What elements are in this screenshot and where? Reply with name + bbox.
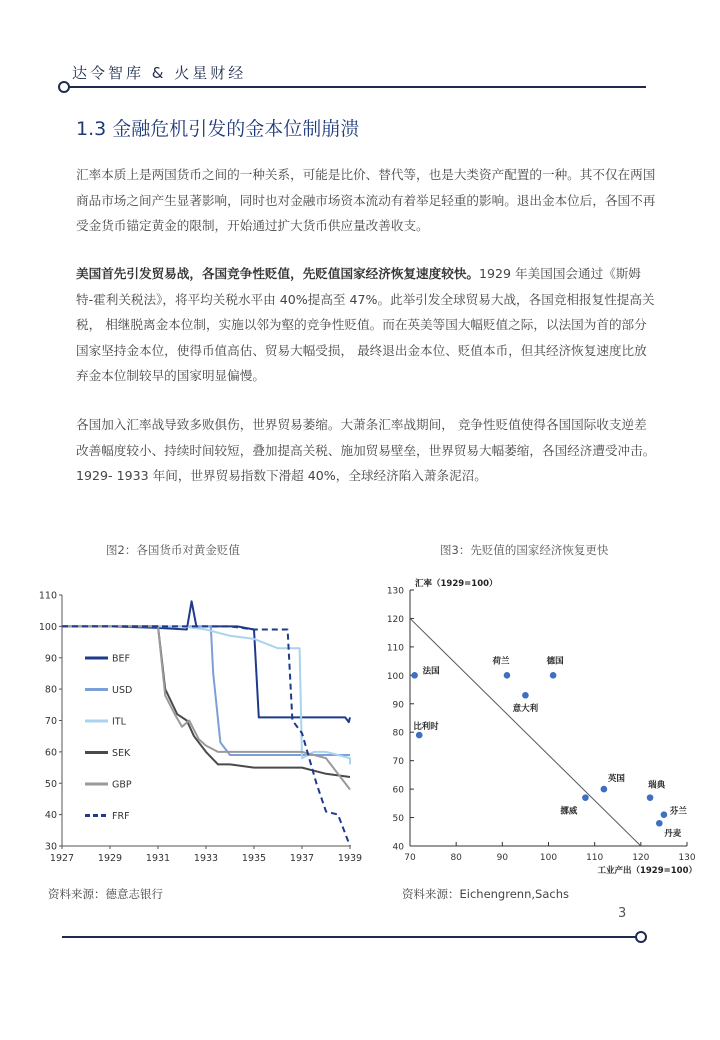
paragraph-2-lead: 美国首先引发贸易战，各国竞争性贬值，先贬值国家经济恢复速度较快。 <box>76 266 479 281</box>
chart-1-x-tick-label: 1939 <box>337 853 363 864</box>
chart-2-point <box>416 732 423 739</box>
chart-2-y-tick-label: 120 <box>386 614 404 625</box>
chart-2-point-label: 荷兰 <box>492 656 510 667</box>
chart-2-point-label: 芬兰 <box>669 806 687 817</box>
chart-2-x-title: 工业产出（1929=100） <box>597 866 697 876</box>
page-number: 3 <box>618 906 627 921</box>
figure-2-chart <box>28 585 368 875</box>
chart-2-point <box>550 672 557 679</box>
figure-3-caption: 图3：先贬值的国家经济恢复更快 <box>440 543 609 557</box>
paragraph-1 <box>76 162 658 239</box>
figure-2-caption: 图2：各国货币对黄金贬值 <box>106 543 240 557</box>
chart-2-x-tick-label: 80 <box>450 853 462 863</box>
chart-2-y-tick-label: 90 <box>392 700 404 711</box>
chart-1-series <box>62 601 350 846</box>
figure-3-source: 资料来源：Eichengrenn,Sachs <box>402 887 569 901</box>
chart-2-y-title: 汇率（1929=100） <box>415 579 498 589</box>
chart-2-point <box>647 794 654 801</box>
chart-2-x-tick-label: 100 <box>539 853 558 863</box>
chart-2-x-tick-label: 110 <box>586 853 604 863</box>
footer-rule <box>62 936 636 938</box>
chart-1-x-tick-label: 1935 <box>241 853 267 864</box>
chart-2-y-tick-label: 40 <box>392 842 404 853</box>
chart-2-point-label: 瑞典 <box>648 780 666 791</box>
paragraph-2 <box>76 261 658 389</box>
chart-1-y-tick-label: 60 <box>44 747 57 759</box>
chart-2-point <box>661 811 668 818</box>
chart-2-point-label: 挪威 <box>560 806 578 817</box>
chart-2-point-label: 法国 <box>422 666 440 677</box>
header-rule <box>69 86 646 88</box>
chart-1-series-gbp <box>62 626 350 789</box>
chart-1-x-tick-label: 1931 <box>145 853 171 864</box>
chart-2-trend <box>410 618 641 846</box>
chart-2-point <box>656 820 663 827</box>
chart-2-y-tick-label: 70 <box>392 757 404 768</box>
chart-1-y-tick-label: 30 <box>44 841 57 853</box>
chart-2-y-tick-label: 110 <box>386 643 404 654</box>
chart-2-x-tick-label: 120 <box>632 853 650 863</box>
chart-1-legend-label: FRF <box>112 811 130 822</box>
chart-1-y-tick-label: 80 <box>44 684 57 696</box>
chart-2-y-tick-label: 60 <box>392 785 404 796</box>
paragraph-3 <box>76 412 658 489</box>
chart-1-x-tick-label: 1927 <box>49 853 75 864</box>
chart-1-y-tick-label: 40 <box>44 810 57 822</box>
chart-2-point-label: 英国 <box>607 774 625 785</box>
chart-2-y-tick-label: 50 <box>392 814 404 825</box>
chart-2-x-tick-label: 70 <box>404 853 416 863</box>
chart-1-legend-label: SEK <box>112 748 131 759</box>
chart-2-x-tick-label: 130 <box>678 853 696 863</box>
brand-header: 达令智库 & 火星财经 <box>72 64 247 82</box>
chart-2-point-label: 丹麦 <box>664 829 682 840</box>
chart-1-y-tick-label: 70 <box>44 716 57 727</box>
chart-2-point <box>522 692 529 699</box>
chart-2-point-label: 比利时 <box>413 722 439 733</box>
chart-2-point <box>582 794 589 801</box>
chart-1-y-tick-label: 110 <box>38 590 57 602</box>
chart-1-legend-label: BEF <box>112 653 130 665</box>
paragraph-1-text: 汇率本质上是两国货币之间的一种关系，可能是比价、替代等，也是大类资产配置的一种。其不仅在两国商品市场之间产生显著影响，同时也对金融市场资本流动有着举足轻重的影响。退出金本位后，各国不再受金货币锚定黄金的限制，开始通过扩大货币供应量改善收支。 <box>76 167 656 233</box>
figure-2-source: 资料来源：德意志银行 <box>48 887 163 901</box>
chart-2-x-tick-label: 90 <box>496 853 509 863</box>
paragraph-3-text: 各国加入汇率战导致多败俱伤，世界贸易萎缩。大萧条汇率战期间， 竞争性贬值使得各国国际收支逆差改善幅度较小、持续时间较短，叠加提高关税、施加贸易壁垒，世界贸易大幅萎缩，各国经济遭受冲击。1929- 1933 年间，世界贸易指数下滑超 40%，全球经济陷入萧条泥沼。 <box>76 417 656 483</box>
chart-2-trend-line <box>410 618 641 846</box>
chart-2-point <box>504 672 511 679</box>
chart-2-axis-titles <box>415 578 697 876</box>
chart-1-series-itl <box>62 626 350 764</box>
chart-2-points <box>411 655 687 839</box>
chart-1-x-tick-label: 1933 <box>193 853 219 864</box>
chart-2-point <box>601 786 608 793</box>
chart-1-legend-label: GBP <box>112 779 132 791</box>
chart-2-point-label: 意大利 <box>512 704 539 715</box>
footer-rule-ring <box>635 931 647 943</box>
chart-1-x-tick-label: 1937 <box>289 853 315 864</box>
chart-1-y-tick-label: 100 <box>38 621 57 633</box>
chart-1-y-tick-label: 50 <box>44 778 57 790</box>
chart-2-axes <box>410 590 687 846</box>
chart-2-point <box>411 672 418 679</box>
chart-1-series-bef <box>62 601 350 722</box>
chart-2-y-tick-label: 80 <box>392 728 404 739</box>
chart-2-y-tick-label: 100 <box>386 671 404 682</box>
chart-1-legend-label: ITL <box>112 716 126 728</box>
figure-3-chart <box>372 578 700 884</box>
chart-1-x-tick-label: 1929 <box>97 853 123 864</box>
chart-1-tick-labels <box>39 591 362 865</box>
chart-1-y-tick-label: 90 <box>44 653 57 665</box>
section-title: 1.3 金融危机引发的金本位制崩溃 <box>76 118 360 140</box>
chart-2-y-tick-label: 130 <box>386 586 404 597</box>
chart-1-legend-label: USD <box>112 685 133 696</box>
chart-2-point-label: 德国 <box>546 656 564 667</box>
paragraph-2-text: 1929 年美国国会通过《斯姆特-霍利关税法》，将平均关税水平由 40%提高至 47%。此举引发全球贸易大战，各国竞相报复性提高关税， 相继脱离金本位制，实施以邻为壑的竞争性贬值。而在英美等国大幅贬值之际，以法国为首的部分国家坚持金本位，使得币值高估、贸易大幅受损， 最终退出金本位、贬值本币，但其经济恢复速度比放弃金本位制较早的国家明显偏慢。 <box>76 266 655 383</box>
chart-1-legend <box>85 654 132 823</box>
